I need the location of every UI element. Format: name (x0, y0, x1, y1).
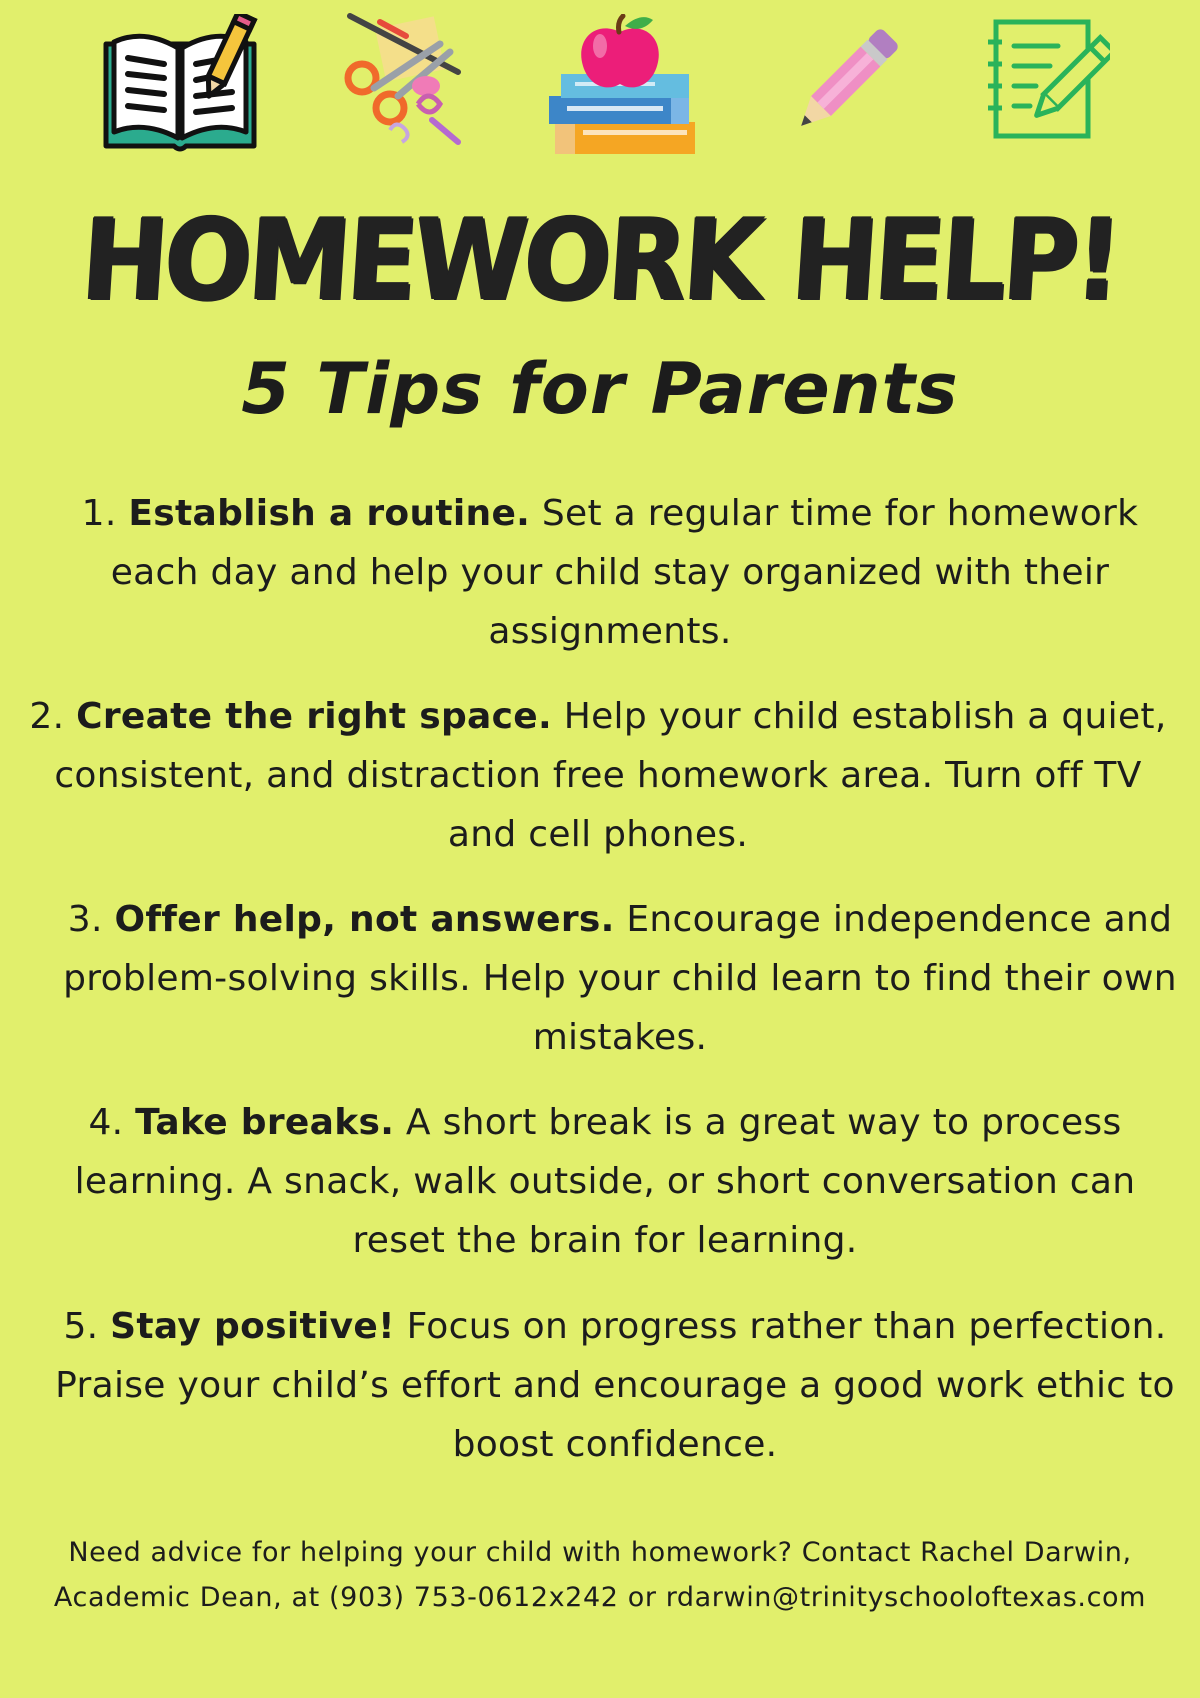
contact-line-2: Academic Dean, at (903) 753-0612x242 or rdarwin@trinityschooloftexas.com (53, 1582, 1147, 1613)
tip-item (30, 1093, 1180, 1270)
tip-number: 1. (81, 493, 117, 534)
contact-info (0, 1530, 1200, 1620)
school-supplies-icon (340, 12, 480, 152)
tip-body: A short break is a great way to process learning. A snack, walk outside, or short conversation can reset the brain for learning. (74, 1102, 1136, 1261)
tip-number: 2. (29, 696, 65, 737)
tip-heading: Create the right space. (76, 696, 552, 737)
tip-number: 3. (67, 899, 103, 940)
tip-heading: Establish a routine. (128, 493, 531, 534)
tip-item (60, 484, 1160, 661)
icon-row (0, 0, 1200, 170)
notepad-pencil-icon (980, 16, 1110, 144)
apple-books-icon (545, 14, 700, 158)
tip-number: 4. (88, 1102, 124, 1143)
tip-body: Help your child establish a quiet, consistent, and distraction free homework area. Turn off TV and cell phones. (54, 696, 1167, 855)
tip-heading: Stay positive! (110, 1306, 395, 1347)
open-book-icon (100, 14, 260, 158)
tip-body: Focus on progress rather than perfection. Praise your child’s effort and encourage a good work ethic to boost confidence. (55, 1306, 1175, 1465)
tip-body: Set a regular time for homework each day and help your child stay organized with their assignments. (110, 493, 1139, 652)
page-title: HOMEWORK HELP! (77, 195, 1123, 325)
tip-item (30, 1297, 1200, 1474)
page-subtitle: 5 Tips for Parents (241, 348, 959, 430)
tip-heading: Take breaks. (135, 1102, 395, 1143)
tip-heading: Offer help, not answers. (114, 899, 615, 940)
tip-body: Encourage independence and problem-solving skills. Help your child learn to find their own mistakes. (63, 899, 1177, 1058)
contact-line-1: Need advice for helping your child with homework? Contact Rachel Darwin, (68, 1537, 1132, 1568)
pencil-icon (785, 22, 905, 142)
tip-item (18, 687, 1178, 864)
tip-number: 5. (63, 1306, 99, 1347)
tip-item (40, 890, 1200, 1067)
